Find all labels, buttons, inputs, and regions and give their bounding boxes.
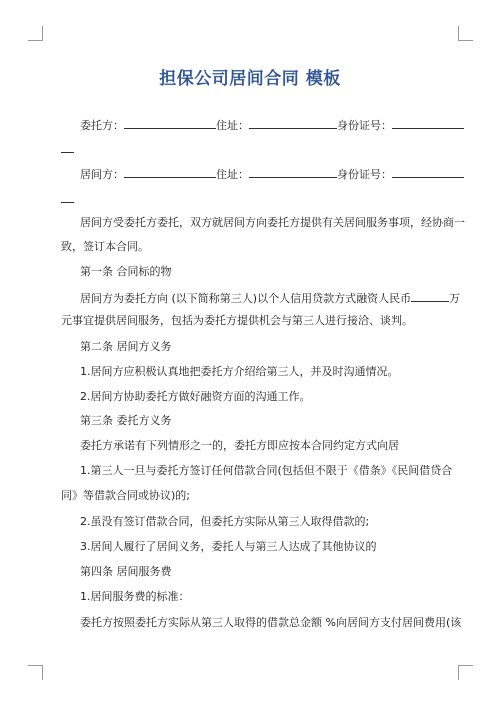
article1-heading: 第一条 合同标的物 [80,265,172,278]
intro-paragraph-line1: 居间方受委托方委托，双方就居间方向委托方提供有关居间服务事项，经协商一 [80,216,465,229]
crop-mark-top-right [458,26,473,41]
article4-item1-detail: 委托方按照委托方实际从第三人取得的借款总金额 %向居间方支付居间费用(该 [80,616,462,629]
broker-label: 居间方： [80,168,124,181]
client-id-blank[interactable] [392,117,464,129]
article3-heading: 第三条 委托方义务 [80,414,172,427]
document-title: 担保公司居间合同 模板 [159,69,341,89]
article1-line1 [80,290,460,305]
broker-id-blank-continuation[interactable] [61,191,74,203]
broker-address-label: 住址： [216,168,249,181]
loan-amount-blank[interactable] [411,290,449,302]
article1-line1-text: 居间方为委托方向 (以下简称第三人)以个人信用贷款方式融资人民币 [80,292,412,305]
crop-mark-top-left [28,26,43,41]
client-id-blank-continuation-row [61,141,74,156]
article3-item2: 2.虽没有签订借款合同，但委托方实际从第三人取得借款的; [80,515,370,528]
article4-heading: 第四条 居间服务费 [80,565,172,578]
article4-item1: 1.居间服务费的标准： [80,590,190,603]
article1-line1-unit: 万 [449,292,461,305]
broker-id-blank[interactable] [392,166,464,178]
client-address-blank[interactable] [249,117,337,129]
broker-id-label: 身份证号： [337,168,392,181]
client-name-blank[interactable] [124,117,216,129]
broker-party-row [80,166,464,181]
crop-mark-bottom-right [458,665,473,680]
article3-item1-line1: 1.第三人一旦与委托方签订任何借款合同(包括但不限于《借条》《民间借贷合 [80,464,453,477]
article2-item1: 1.居间方应积极认真地把委托方介绍给第三人，并及时沟通情况。 [80,365,399,378]
article2-heading: 第二条 居间方义务 [80,340,172,353]
client-address-label: 住址： [216,119,249,132]
article3-item1-line2: 同》等借款合同或协议)的; [61,489,190,502]
broker-address-blank[interactable] [249,166,337,178]
article1-line2: 元事宜提供居间服务，包括为委托方提供机会与第三人进行接洽、谈判。 [61,314,413,327]
crop-mark-bottom-left [28,665,43,680]
article2-item2: 2.居间方协助委托方做好融资方面的沟通工作。 [80,390,311,403]
client-party-row [80,117,464,132]
client-label: 委托方： [80,119,124,132]
client-id-blank-continuation[interactable] [61,141,74,153]
client-id-label: 身份证号： [337,119,392,132]
article3-item3: 3.居间人履行了居间义务，委托人与第三人达成了其他协议的 [80,540,377,553]
article3-intro: 委托方承诺有下列情形之一的，委托方即应按本合同约定方式向居 [80,439,399,452]
intro-paragraph-line2: 致，签订本合同。 [61,240,149,253]
broker-id-blank-continuation-row [61,191,74,206]
broker-name-blank[interactable] [124,166,216,178]
